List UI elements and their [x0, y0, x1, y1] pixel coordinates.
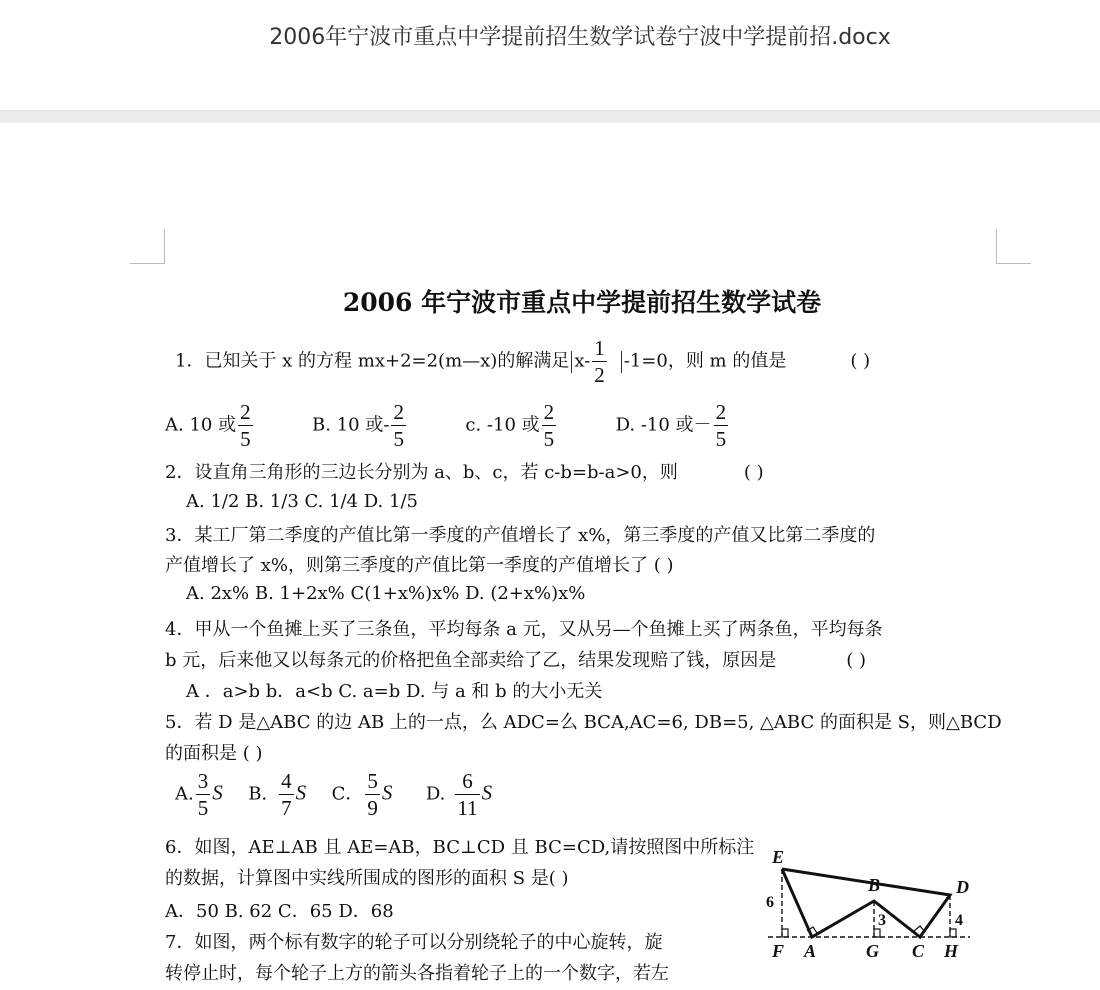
question-4-line-1: 4．甲从一个鱼摊上买了三条鱼，平均每条 a 元，又从另—个鱼摊上买了两条鱼，平均每条 — [165, 619, 883, 640]
window-titlebar — [0, 0, 1100, 110]
margin-corner-top-right — [996, 229, 1031, 264]
question-3-line-1: 3．某工厂第二季度的产值比第一季度的产值增长了 x%，第三季度的产值又比第二季度的 — [165, 525, 876, 546]
geometry-figure — [762, 845, 982, 985]
label-A: A — [804, 941, 817, 961]
label-E: E — [772, 847, 785, 867]
question-6-line-2: 的数据，计算图中实线所围成的图形的面积 S 是( ) — [165, 868, 569, 889]
question-2-options: A. 1/2 B. 1/3 C. 1/4 D. 1/5 — [186, 491, 418, 512]
label-B: B — [868, 875, 881, 895]
question-7-line-1: 7．如图，两个标有数字的轮子可以分别绕轮子的中心旋转，旋 — [165, 932, 663, 953]
label-D: D — [956, 877, 969, 897]
question-6-options: A．50 B. 62 C．65 D．68 — [165, 901, 394, 922]
document-filename: 2006年宁波市重点中学提前招生数学试卷宁波中学提前招.docx — [269, 25, 891, 50]
length-DH: 4 — [955, 912, 963, 929]
question-3-options: A. 2x% B. 1+2x% C(1+x%)x% D. (2+x%)x% — [186, 583, 586, 604]
question-5-line-1: 5．若 D 是△ABC 的边 AB 上的一点，么 ADC=么 BCA,AC=6, DB=5, △ABC 的面积是 S，则△BCD — [165, 712, 1002, 733]
question-3-line-2: 产值增长了 x%，则第三季度的产值比第一季度的产值增长了 ( ) — [165, 555, 674, 576]
question-7-line-2: 转停止时，每个轮子上方的箭头各指着轮子上的一个数字，若左 — [165, 963, 669, 984]
question-2: 2．设直角三角形的三边长分别为 a、b、c，若 c-b=b-a>0，则 ( ) — [165, 462, 764, 483]
question-5-line-2: 的面积是 ( ) — [165, 743, 263, 764]
question-6-line-1: 6．如图，AE⊥AB 且 AE=AB，BC⊥CD 且 BC=CD,请按照图中所标注 — [165, 837, 755, 858]
paper-title: 2006 年宁波市重点中学提前招生数学试卷 — [342, 288, 822, 317]
figure-solid-outline — [782, 869, 950, 937]
fraction-one-half: $\frac{1}{2}$ — [594, 336, 605, 387]
document-page — [0, 123, 1100, 990]
label-G: G — [866, 941, 879, 961]
toolbar-divider — [0, 110, 1100, 123]
question-5-options: A. $\frac{3}{5}$ S B. $\frac{4}{7}$ S C． $\frac{5}{9}$ S D. $\frac{6}{11}$ S — [175, 769, 493, 820]
length-EF: 6 — [766, 894, 774, 911]
question-1: 1．已知关于 x 的方程 mx+2=2(m—x)的解满足 x- $\frac{1}{2}$ -1=0，则 m 的值是 ( ) — [175, 336, 871, 387]
label-H: H — [944, 941, 959, 961]
question-1-options: A. 10 或 $\frac{2}{5}$ B. 10 或- $\frac{2}{5}$ c. -10 或 $\frac{2}{5}$ D. -10 或－ $\frac{2}{5}$ — [165, 400, 727, 451]
question-4-options: A ．a>b b．a<b C. a=b D. 与 a 和 b 的大小无关 — [186, 681, 603, 702]
label-F: F — [772, 941, 785, 961]
length-BG: 3 — [878, 912, 886, 929]
label-C: C — [912, 941, 925, 961]
margin-corner-top-left — [130, 229, 165, 264]
question-4-line-2: b 元，后来他又以每条元的价格把鱼全部卖给了乙，结果发现赔了钱，原因是 ( ) — [165, 650, 867, 671]
answer-paren: ( ) — [850, 350, 871, 372]
